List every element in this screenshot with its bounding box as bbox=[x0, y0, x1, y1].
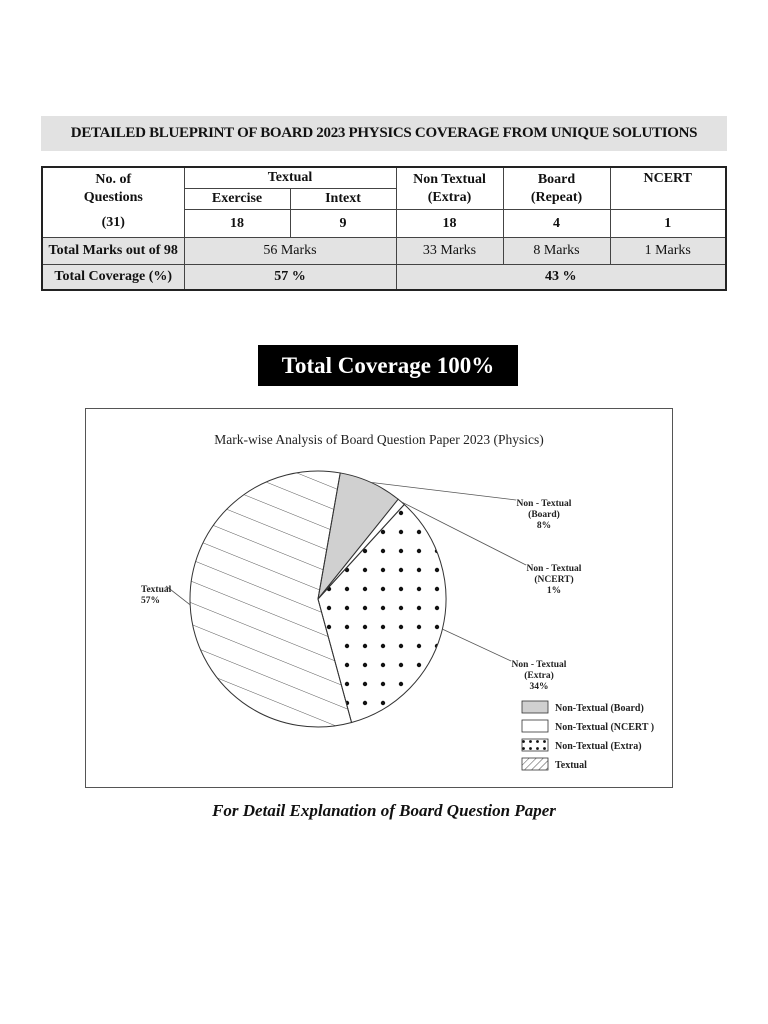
table-marks-row bbox=[42, 238, 726, 265]
blueprint-banner: DETAILED BLUEPRINT OF BOARD 2023 PHYSICS COVERAGE FROM UNIQUE SOLUTIONS bbox=[41, 116, 727, 151]
coverage-label: Total Coverage (%) bbox=[42, 265, 184, 291]
intext-header: Intext bbox=[290, 189, 396, 210]
pie-chart-box bbox=[85, 408, 673, 788]
exercise-count: 18 bbox=[184, 210, 290, 238]
legend-label-textual: Textual bbox=[555, 760, 587, 771]
legend-label-extra: Non-Textual (Extra) bbox=[555, 741, 642, 752]
board-header-line2: (Repeat) bbox=[530, 189, 583, 205]
legend-label-board: Non-Textual (Board) bbox=[555, 703, 644, 714]
board-header bbox=[503, 167, 610, 210]
nontextual-header bbox=[396, 167, 503, 210]
intext-count: 9 bbox=[290, 210, 396, 238]
legend-swatch-textual bbox=[522, 758, 548, 770]
leader-line-extra bbox=[442, 629, 511, 661]
board-header-line1: Board bbox=[537, 171, 576, 187]
exercise-header: Exercise bbox=[184, 189, 290, 210]
table-header-row bbox=[42, 167, 726, 189]
nontextual-count: 18 bbox=[396, 210, 503, 238]
marks-nontextual: 33 Marks bbox=[396, 238, 503, 265]
total-coverage-pill: Total Coverage 100% bbox=[258, 345, 518, 386]
ncert-header: NCERT bbox=[610, 167, 726, 210]
board-count: 4 bbox=[503, 210, 610, 238]
pie-label-extra: Non - Textual (Extra) 34% bbox=[511, 660, 567, 692]
chart-title: Mark-wise Analysis of Board Question Paper 2023 (Physics) bbox=[214, 432, 544, 447]
marks-label: Total Marks out of 98 bbox=[42, 238, 184, 265]
pie-label-textual: Textual 57% bbox=[141, 585, 172, 606]
blueprint-table bbox=[41, 166, 727, 291]
ncert-count: 1 bbox=[610, 210, 726, 238]
nontextual-header-line1: Non Textual bbox=[413, 171, 486, 187]
questions-header-line2: Questions bbox=[83, 189, 143, 205]
questions-header bbox=[42, 167, 184, 210]
coverage-nontextual: 43 % bbox=[396, 265, 726, 291]
marks-textual: 56 Marks bbox=[184, 238, 396, 265]
nontextual-header-line2: (Extra) bbox=[427, 189, 472, 205]
legend-label-ncert: Non-Textual (NCERT ) bbox=[555, 722, 655, 733]
pie-label-ncert: Non - Textual (NCERT) 1% bbox=[526, 564, 582, 596]
table-coverage-row bbox=[42, 265, 726, 291]
pie-chart bbox=[86, 409, 672, 787]
table-count-row bbox=[42, 210, 726, 238]
pie-label-board: Non - Textual (Board) 8% bbox=[516, 499, 572, 531]
marks-board: 8 Marks bbox=[503, 238, 610, 265]
legend-swatch-extra bbox=[522, 739, 548, 751]
textual-header: Textual bbox=[184, 167, 396, 189]
legend-swatch-ncert bbox=[522, 720, 548, 732]
footer-caption: For Detail Explanation of Board Question Paper bbox=[212, 801, 556, 820]
coverage-textual: 57 % bbox=[184, 265, 396, 291]
legend-swatch-board bbox=[522, 701, 548, 713]
questions-header-line1: No. of bbox=[95, 171, 132, 187]
marks-ncert: 1 Marks bbox=[610, 238, 726, 265]
questions-count: (31) bbox=[42, 210, 184, 238]
